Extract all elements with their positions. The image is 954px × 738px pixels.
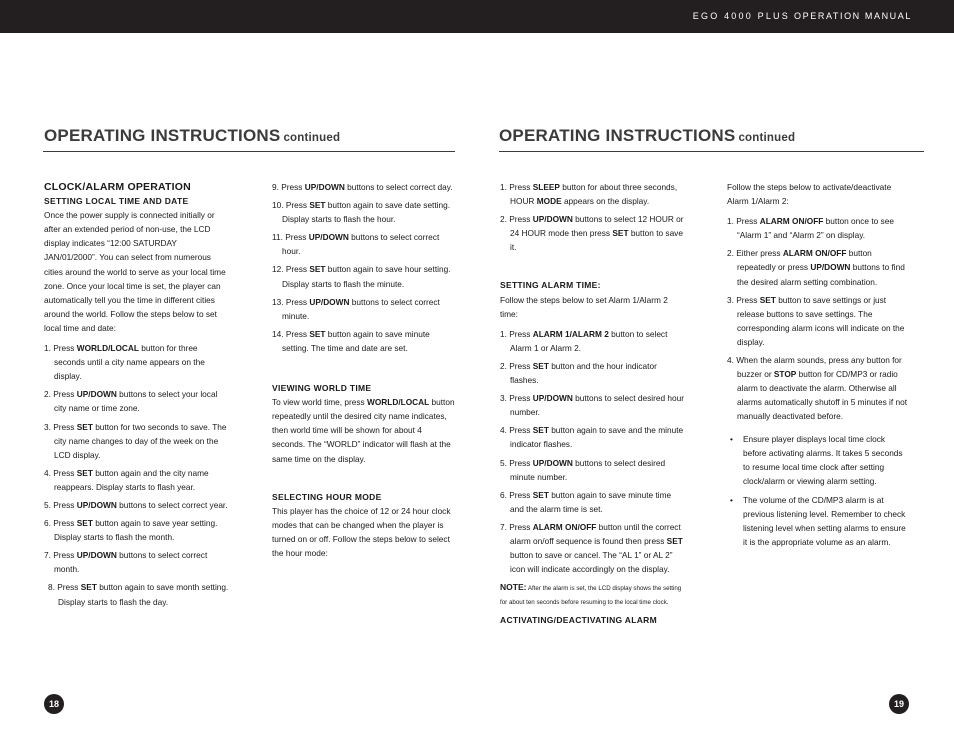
list-item: 3. Press SET button to save settings or just release buttons to save settings. The corresponding alarm icons will indicate on the display.: [727, 294, 905, 347]
left-title-rule: [43, 151, 455, 152]
list-item: 1. Press ALARM ON/OFF button once to see “Alarm 1” and “Alarm 2” on display.: [727, 216, 894, 241]
list-item: 9. Press UP/DOWN buttons to select correct day.: [272, 182, 453, 192]
column-4: [727, 180, 909, 554]
right-title-subtitle: continued: [738, 132, 796, 144]
list-item: 13. Press UP/DOWN buttons to select correct minute.: [272, 296, 440, 321]
activating-alarm-heading: ACTIVATING/DEACTIVATING ALARM: [500, 615, 657, 626]
list-item: 3. Press UP/DOWN buttons to select desired hour number.: [500, 393, 685, 418]
viewing-world-time-text: To view world time, press WORLD/LOCAL button repeatedly until the desired city name indicates, then world time will be shown for about 4 seconds. The “WORLD” indicator will flash at the same time on the display.: [272, 397, 455, 464]
selecting-hour-mode-text: This player has the choice of 12 or 24 hour clock modes that can be changed when the player is turned on or off. Follow the steps below to select the hour mode:: [272, 505, 451, 558]
list-item: 2. Either press ALARM ON/OFF button repeatedly or press UP/DOWN buttons to find the desired alarm setting combination.: [727, 248, 905, 287]
list-item: 1. Press ALARM 1/ALARM 2 button to select Alarm 1 or Alarm 2.: [500, 328, 668, 353]
list-item: 8. Press SET button again to save month setting. Display starts to flash the day.: [48, 582, 229, 607]
list-item: 4. Press SET button again to save and the minute indicator flashes.: [500, 425, 684, 450]
bullet-icon: •: [730, 433, 733, 444]
list-item: 3. Press SET button for two seconds to save. The city name changes to day of the week on the LCD display.: [44, 421, 227, 460]
activate-alarm-intro: Follow the steps below to activate/deactivate Alarm 1/Alarm 2:: [727, 182, 892, 207]
list-item: 5. Press UP/DOWN buttons to select desired minute number.: [500, 457, 666, 482]
list-item: 12. Press SET button again to save hour setting. Display starts to flash the minute.: [272, 264, 451, 289]
column-2: [272, 180, 456, 566]
list-item: • The volume of the CD/MP3 alarm is at previous listening level. Remember to check listening level when setting alarms to ensure it is the appropriate volume as an alarm.: [730, 494, 906, 548]
column-3: [500, 180, 684, 627]
left-title-text: OPERATING INSTRUCTIONS: [44, 126, 281, 145]
list-item: 10. Press SET button again to save date setting. Display starts to flash the hour.: [272, 200, 451, 225]
set-local-time-heading: SETTING LOCAL TIME AND DATE: [44, 196, 189, 207]
set-local-time-intro: Once the power supply is connected initially or after an extended period of non-use, the LCD display indicates “12:00 SATURDAY JAN/01/2000”. You can select from numerous cities around the world to serve as your local time zone. Once your local time is set, the player can automatically tell you the time in different cities around the world. Follow the steps below to set local time and date:: [44, 210, 226, 333]
viewing-world-time-heading: VIEWING WORLD TIME: [272, 383, 372, 394]
list-item: 11. Press UP/DOWN buttons to select correct hour.: [272, 232, 440, 257]
list-item: 7. Press ALARM ON/OFF button until the correct alarm on/off sequence is found then press SET button to save or cancel. The “AL 1” or AL 2” icon will indicate accordingly on the display.: [500, 521, 683, 575]
column-1: [44, 180, 230, 613]
list-item: 2. Press UP/DOWN buttons to select 12 HOUR or 24 HOUR mode then press SET button to save it.: [500, 214, 684, 253]
setting-alarm-time-intro: Follow the steps below to set Alarm 1/Alarm 2 time:: [500, 294, 668, 319]
selecting-hour-mode-heading: SELECTING HOUR MODE: [272, 491, 382, 502]
list-item: 1. Press WORLD/LOCAL button for three seconds until a city name appears on the display.: [44, 343, 205, 382]
left-page-number: 18: [44, 694, 64, 714]
list-item: 6. Press SET button again to save year setting. Display starts to flash the month.: [44, 518, 218, 543]
note-label: NOTE:: [500, 582, 527, 593]
setting-alarm-time-heading: SETTING ALARM TIME:: [500, 280, 601, 291]
list-item: 7. Press UP/DOWN buttons to select correct month.: [44, 550, 208, 575]
list-item: 2. Press SET button and the hour indicator flashes.: [500, 360, 657, 386]
header-brand: EGO 4000 PLUS: [692, 11, 790, 21]
bullet-icon: •: [730, 494, 733, 505]
list-item: 6. Press SET button again to save minute time and the alarm time is set.: [500, 489, 672, 514]
left-page-title: [44, 126, 340, 146]
list-item: 4. When the alarm sounds, press any button for buzzer or STOP button for CD/MP3 or radio alarm to deactivate the alarm. Otherwise all alarms automatically shutoff in 5 minutes if not manually deactivated before.: [727, 355, 908, 422]
list-item: 1. Press SLEEP button for about three seconds, HOUR MODE appears on the display.: [500, 182, 678, 207]
right-page-title: [499, 126, 795, 146]
right-title-text: OPERATING INSTRUCTIONS: [499, 126, 736, 145]
clock-alarm-heading: CLOCK/ALARM OPERATION: [44, 181, 191, 193]
left-title-subtitle: continued: [283, 132, 341, 144]
list-item: • Ensure player displays local time clock before activating alarms. It takes 5 seconds to resume local time clock after setting clock/alarm or viewing alarm setting.: [730, 433, 903, 486]
header-manual: OPERATION MANUAL: [794, 11, 912, 21]
header-bar: [0, 0, 954, 33]
right-page-number: 19: [889, 694, 909, 714]
header-label: [693, 11, 912, 21]
right-title-rule: [499, 151, 924, 152]
alarm-note: NOTE: After the alarm is set, the LCD display shows the setting for about ten seconds before resuming to the local time clock.: [500, 582, 682, 607]
list-item: 14. Press SET button again to save minute setting. The time and date are set.: [272, 328, 430, 353]
list-item: 2. Press UP/DOWN buttons to select your local city name or time zone.: [44, 389, 218, 414]
list-item: 4. Press SET button again and the city name reappears. Display starts to flash year.: [44, 467, 209, 492]
list-item: 5. Press UP/DOWN buttons to select correct year.: [44, 499, 228, 510]
